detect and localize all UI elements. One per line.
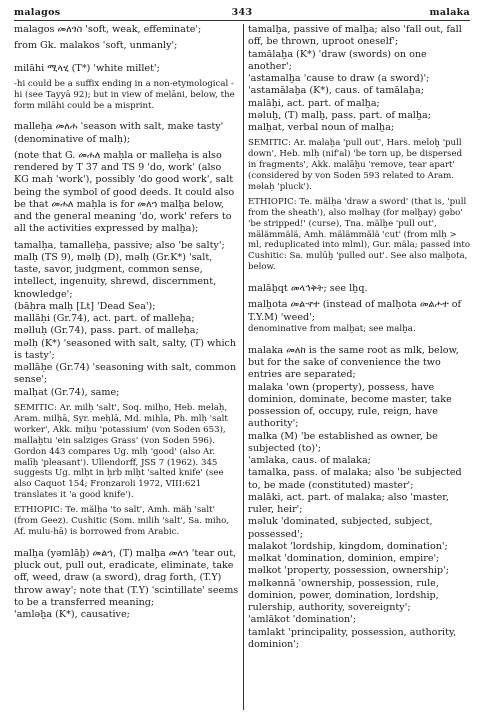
note-malhota: denominative from malḫat; see malḫa. [248, 323, 416, 334]
left-column [14, 24, 239, 710]
subentry-amleha: 'amləḫa (K*), causative; [14, 609, 130, 621]
subentry-amlakot: 'amlākot 'domination'; [248, 614, 357, 626]
semitic-note-malh: SEMITIC: Ar. milḥ 'salt', Soq. milḥo, Heb. melaḥ, Aram. milḥā, Syr. meḥlā, Md. mihla, Ph. mlḥ 'salt worker', Akk. miḫu 'potassium' (von Soden 653), mallaḫtu 'ein salziges Grass' (von Soden 596). Gordon 443 compares Ug. mlḥ 'good' (also Ar. malīḥ 'pleasant'). Ullendorff, JSS 7 (1962). 345 suggests Ug. mlḥt in ḥrb mlḥt 'salted knife' (see also Caquot 154; Fronzaroli 1972, VIII:621 translates it 'a good knife'). [14, 402, 228, 501]
subentry-tamlakt: tamlakt 'principality, possession, authority, dominion'; [248, 626, 457, 650]
subentry-bahra-malh: (bāḥra malḥ [Lt] 'Dead Sea'); [14, 300, 156, 312]
running-head [14, 6, 470, 21]
subentry-tamalaha: tamālaḫa (K*) 'draw (swords) on one another'; [248, 48, 427, 72]
subentry-malhat-noun: malḫat, verbal noun of malḫa; [248, 122, 395, 133]
subentry-amlaka: 'amlaka, caus. of malaka; [248, 455, 371, 467]
entry-malahqt: malāḫqt መላኅቅት; see lḫq. [248, 283, 368, 295]
entry-malhota: malḫota መልኆተ (instead of malḥota መልሖተ of T.Y.M) 'weed'; [248, 299, 462, 323]
entry-milahi: milāhi ሚላሂ (T*) 'white millet'; [14, 62, 160, 74]
entry-malha: malḫa (yəmlāḫ) መልኀ, (T) malḫa መለኀ 'tear out, pluck out, pull out, eradicate, eliminate, take off, weed, draw (a sword), drag forth, (T.Y) throw away'; note that (T.Y) 'scintillate' seems to be a transferred meaning; [14, 547, 239, 608]
subentry-malakot: malakot 'lordship, kingdom, domination'; [248, 540, 448, 552]
running-head-left: malagos [14, 7, 61, 18]
subentry-malhat: malḥat (Gr.74), same; [14, 386, 120, 398]
semitic-note-malha: SEMITIC: Ar. malaḫa 'pull out', Hars. meloḫ 'pull down', Heb. mlḥ (nif'al) 'be torn up, be dispersed in fragments', Akk. malāḫu 'remove, tear apart' (considered by von Soden 593 related to Aram. məlaḥ 'pluck'). [248, 138, 463, 192]
subentry-melkenna: məlkənnā 'ownership, possession, rule, dominion, power, domination, lordship, rulership, authority, sovereignty'; [248, 577, 439, 614]
entry-malaka: malaka መለከ is the same root as mlk, below, but for the sake of convenience the two entries are separated; [248, 344, 459, 381]
subentry-malaka-own: malaka 'own (property), possess, have dominion, dominate, become master, take possession of, occupy, rule, reign, have authority'; [248, 381, 452, 430]
page-number: 343 [231, 7, 253, 18]
etymology-line: from Gk. malakos 'soft, unmanly'; [14, 40, 178, 52]
subentry-tamalha-passive: tamalḫa, passive of malḫa; also 'fall out, fall off, be thrown, uproot oneself'; [248, 24, 462, 48]
subentry-tamalha: tamalḥa, tamalleḥa, passive; also 'be salty'; [14, 239, 225, 251]
subentry-meluh: məluḫ, (T) malḫ, pass. part. of malḫa; [248, 109, 431, 121]
ethiopic-note-malha: ETHIOPIC: Te. mälḥa 'draw a sword' (that is, 'pull from the sheath'), also məlhay (for məlḫay) gəbo' 'be stripped!' (curse), Tna. mälḫe 'pull out', mälämmälä, Amh. mälämmälä 'cut' (from mlḥ > ml, reduplicated into mlml), Gur. mäla; passed into Cushitic: Sa. mulūḫ 'pulled out'. See also malḫota, below. [248, 196, 471, 273]
subentry-melkot: məlkot 'property, possession, ownership'; [248, 565, 450, 577]
entry-malagos: malagos መለጎስ 'soft, weak, effeminate'; [14, 24, 202, 35]
subentry-tamalka: tamalka, pass. of malaka; also 'be subjected to, be made (constituted) master'; [248, 467, 462, 491]
subentry-mellahe: məllāḥe (Gr.74) 'seasoning with salt, common sense'; [14, 362, 237, 386]
entry-malleha: malleḥa መለሐ 'season with salt, make tasty' (denominative of malḥ); [14, 121, 224, 145]
subentry-melkat: məlkat 'domination, dominion, empire'; [248, 553, 440, 565]
subentry-malka: malka (M) 'be established as owner, be subjected (to)'; [248, 430, 438, 454]
subentry-mallahi: mallāḥi (Gr.74), act. part. of malleḥa; [14, 313, 195, 325]
two-column-body [14, 24, 470, 710]
subentry-melh: məlḥ (K*) 'seasoned with salt, salty, (T) which is tasty'; [14, 337, 237, 361]
running-head-right: malaka [429, 7, 470, 18]
subentry-astamalaha: 'astamālaḫa (K*), caus. of tamālaḫa; [248, 85, 424, 97]
note-milahi: -hi could be a suffix ending in a non-etymological -hi (see Tayyā 92); but in view of melāni, below, the form milāhi could be a misprint. [14, 78, 235, 111]
subentry-malh: malḥ (TS 9), məlḥ (D), məlḥ (Gr.K*) 'salt, taste, savor, judgment, common sense, intellect, ingenuity, shrewd, discernment, knowledge'; [14, 251, 217, 300]
note-maha: (note that G. መሐለ maḥla or malleḥa is also rendered by T 37 and TS 9 'do, work' (also KG maḥ 'work'), possibly 'do good work', salt being the symbol of good deeds. It could also be that መሐለ maḥla is for መለኀ malḫa below, and the general meaning 'do, work' refers to all the activities expressed by malḫa); [14, 149, 235, 235]
subentry-malaki: malāki, act. part. of malaka; also 'master, ruler, heir'; [248, 491, 449, 516]
subentry-astamalha: 'astamalḫa 'cause to draw (a sword)'; [248, 73, 430, 84]
subentry-meluk: məluk 'dominated, subjected, subject, possessed'; [248, 516, 433, 540]
ethiopic-note-malh: ETHIOPIC: Te. mälḥa 'to salt', Amh. mäḥ 'salt' (from Geez). Cushitic (Som. milih 'salt', Sa. miho, Af. mulu-hā) is borrowed from Arabic. [14, 505, 230, 537]
subentry-melluh: məlluḥ (Gr.74), pass. part. of malleḥa; [14, 325, 199, 337]
subentry-malahi: malāḫi, act. part. of malḫa; [248, 97, 380, 109]
right-column [248, 24, 473, 710]
column-divider [243, 24, 244, 710]
dictionary-page [14, 6, 470, 711]
